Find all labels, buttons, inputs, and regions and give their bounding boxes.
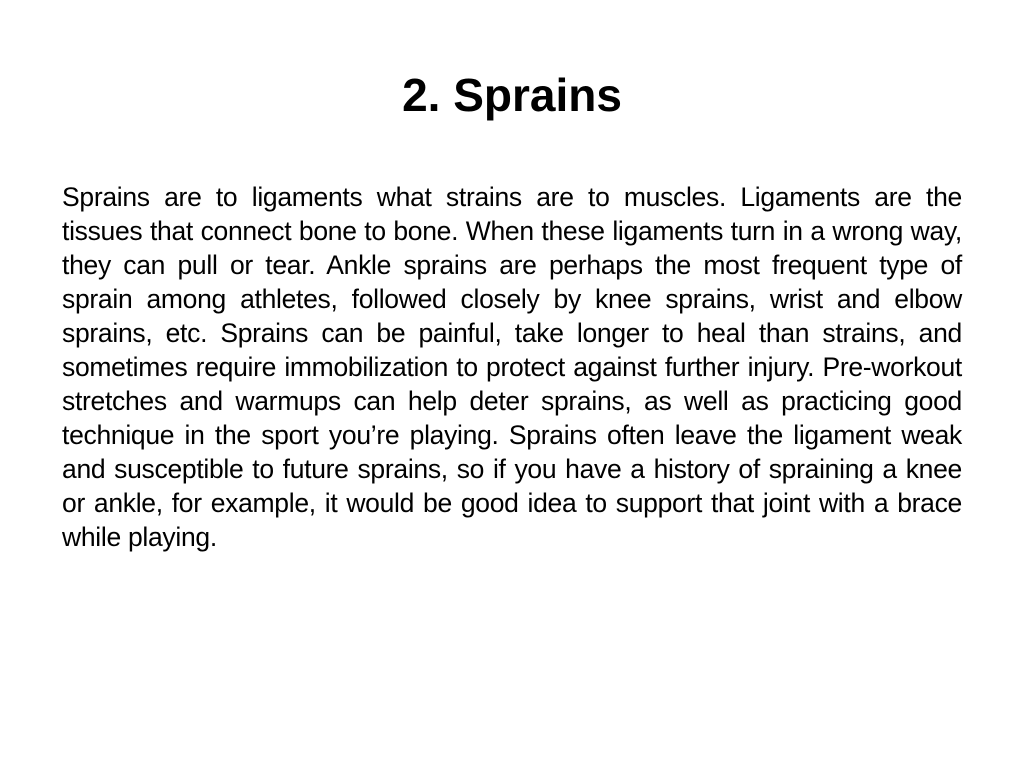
slide-body-text: Sprains are to ligaments what strains are to muscles. Ligaments are the tissues that connect bone to bone. When these ligaments turn in a wrong way, they can pull or tear. Ankle sprains are perhaps the most frequent type of sprain among athletes, followed closely by knee sprains, wrist and elbow sprains, etc. Sprains can be painful, take longer to heal than strains, and sometimes require immobilization to protect against further injury. Pre-workout stretches and warmups can help deter sprains, as well as practicing good technique in the sport you’re playing. Sprains often leave the ligament weak and susceptible to future sprains, so if you have a history of spraining a knee or ankle, for example, it would be good idea to support that joint with a brace while playing. <box>62 182 962 552</box>
slide-title: 2. Sprains <box>402 69 622 121</box>
